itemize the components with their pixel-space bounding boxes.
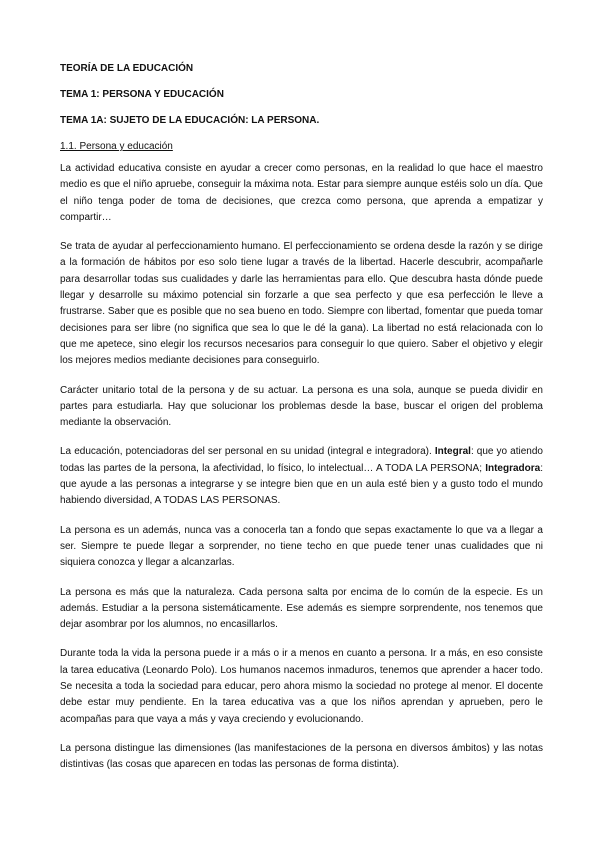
paragraph-5: La persona es un además, nunca vas a conocerla tan a fondo que sepas exactamente lo que va a llegar a ser. Siempre te puede llegar a sorprender, no tiene techo en que puede tener unas cualidades que ni siquiera conozca y llegar a alcanzarlas. bbox=[60, 524, 543, 569]
paragraph-8: La persona distingue las dimensiones (las manifestaciones de la persona en diversos ámbitos) y las notas distintivas (las cosas que aparecen en todas las personas de forma distinta). bbox=[60, 742, 543, 771]
subtema-heading: TEMA 1A: SUJETO DE LA EDUCACIÓN: LA PERSONA. bbox=[60, 115, 320, 126]
term-integradora: Integradora bbox=[485, 462, 541, 474]
paragraph-4-integradora-def: : que ayude a las personas a integrarse y se integre bien que en un aula esté bien y a gusto todo el mundo habiendo diversidad, A TODAS LAS PERSONAS. bbox=[60, 462, 543, 507]
section-heading: 1.1. Persona y educación bbox=[60, 141, 173, 152]
paragraph-4 bbox=[60, 444, 543, 509]
document-page bbox=[60, 62, 543, 787]
paragraph-6: La persona es más que la naturaleza. Cada persona salta por encima de lo común de la especie. Es un además. Estudiar a la persona sistemáticamente. Ese además es siempre sorprendente, nos tenemos que dejar asombrar por los alumnos, no encasillarlos. bbox=[60, 586, 543, 631]
term-integral: Integral bbox=[434, 446, 471, 458]
document-title: TEORÍA DE LA EDUCACIÓN bbox=[60, 63, 194, 74]
tema-heading: TEMA 1: PERSONA Y EDUCACIÓN bbox=[60, 89, 224, 100]
paragraph-7: Durante toda la vida la persona puede ir a más o ir a menos en cuanto a persona. Ir a más, en eso consiste la tarea educativa (Leonardo Polo). Los humanos nacemos inmaduros, tenemos que aprender a hacer todo. Se necesita a toda la sociedad para educar, pero ahora mismo la sociedad no protege al menor. El docente debe estar muy pendiente. En la tarea educativa vas a que los niños aprendan y aprueben, pero le acompañas para que vaya a más y vaya creciendo y evolucionando. bbox=[60, 648, 543, 725]
paragraph-1: La actividad educativa consiste en ayudar a crecer como personas, en la realidad lo que hace el maestro medio es que el niño apruebe, conseguir la máxima nota. Estar para siempre aunque estéis solo un día. Que el niño tenga poder de toma de decisiones, que crezca como persona, que aprenda a empatizar y compartir… bbox=[60, 163, 543, 223]
paragraph-4-integral-def: : que yo atiendo todas las partes de la persona, la afectividad, lo físico, lo intelectual… A TODA LA PERSONA; bbox=[60, 446, 543, 474]
paragraph-4-intro: La educación, potenciadoras del ser personal en su unidad (integral e integradora). bbox=[60, 446, 435, 458]
paragraph-2: Se trata de ayudar al perfeccionamiento humano. El perfeccionamiento se ordena desde la razón y se dirige a la formación de hábitos por eso solo tiene lugar a través de la libertad. Hacerle descubrir, acompañarle para desarrollar todas sus cualidades y darle las herramientas para ello. Que descubra hasta dónde puede llegar y desarrolle su máximo potencial sin forzarle a que sea perfecto y que esa perfección le lleve a frustrarse. Saber que es posible que no sea bueno en todo. Siempre con libertad, fomentar que pueda tomar decisiones para ser libre (no significa que sea lo que le dé la gana). La libertad no está relacionada con lo que me apetece, sino elegir los recursos necesarios para conseguir lo que quiero. Saber el objetivo y elegir los mejores medios mediante decisiones para conseguirlo. bbox=[60, 241, 543, 367]
paragraph-3: Carácter unitario total de la persona y de su actuar. La persona es una sola, aunque se pueda dividir en partes para estudiarla. Hay que solucionar los problemas desde la base, buscar el origen del problema mediante la observación. bbox=[60, 384, 543, 429]
